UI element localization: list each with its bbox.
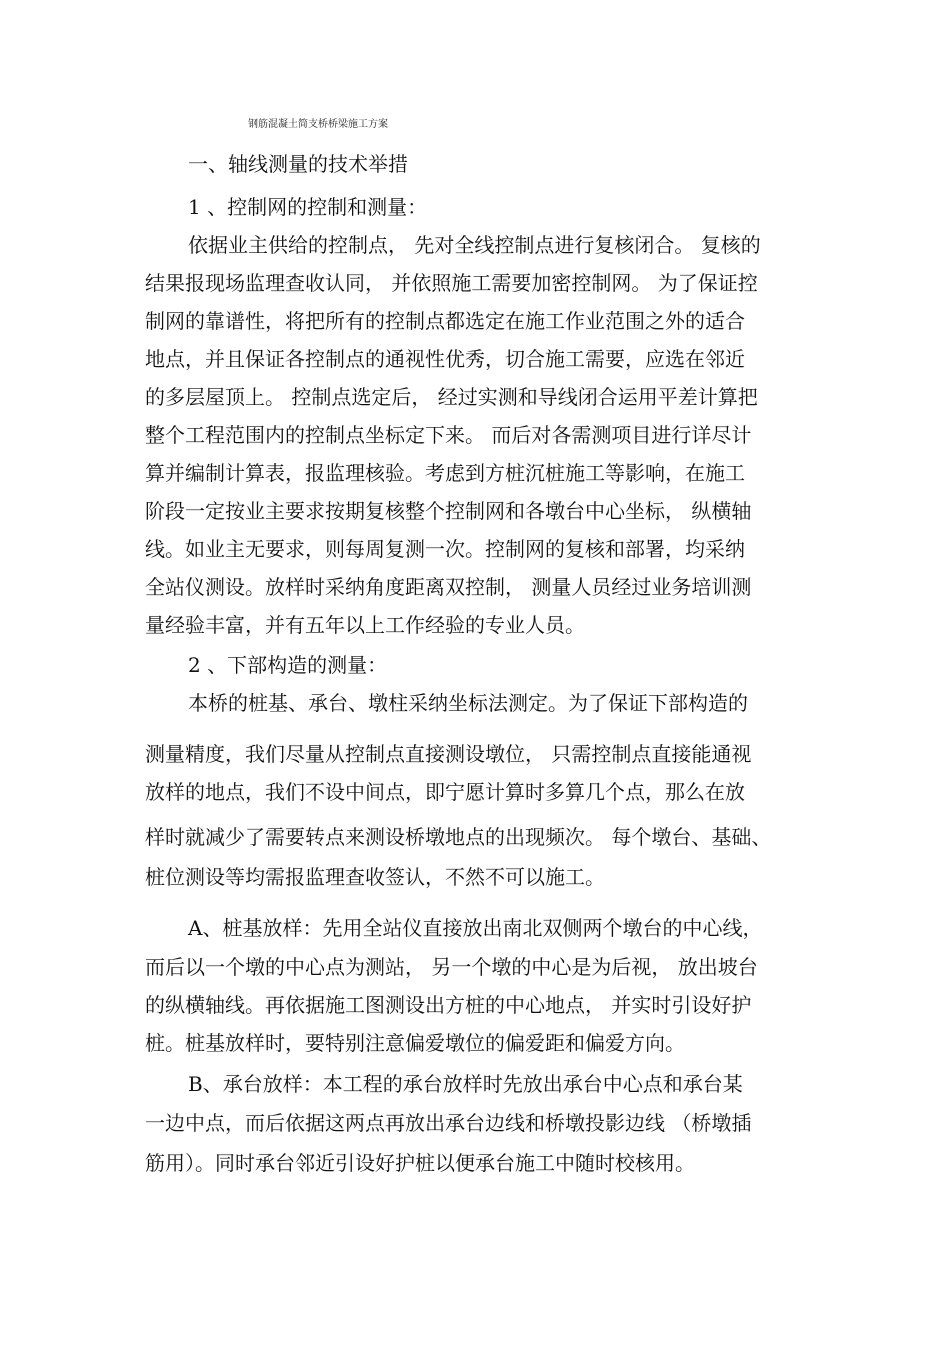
paragraph-line: 测量精度，我们尽量从控制点直接测设墩位， 只需控制点直接能通视 [145, 742, 752, 766]
paragraph-line: 本桥的桩基、承台、墩柱采纳坐标法测定。为了保证下部构造的 [188, 691, 748, 715]
paragraph-line: 筋用）。同时承台邻近引设好护桩以便承台施工中随时校核用。 [145, 1151, 695, 1175]
paragraph-line: 放样的地点，我们不设中间点，即宁愿计算时多算几个点，那么在放 [145, 780, 745, 804]
paragraph-line: 依据业主供给的控制点， 先对全线控制点进行复核闭合。 复核的 [188, 233, 761, 257]
paragraph-line: 阶段一定按业主要求按期复核整个控制网和各墩台中心坐标， 纵横轴 [145, 499, 752, 523]
paragraph-line: 样时就减少了需要转点来测设桥墩地点的出现频次。 每个墩台、基础、 [145, 825, 772, 849]
paragraph-line: 而后以一个墩的中心点为测站， 另一个墩的中心是为后视， 放出坡台 [145, 955, 758, 979]
subsection-title-2: 2 、下部构造的测量： [188, 653, 388, 677]
paragraph-line: 整个工程范围内的控制点坐标定下来。 而后对各需测项目进行详尽计 [145, 423, 752, 447]
paragraph-line: 线。如业主无要求，则每周复测一次。控制网的复核和部署，均采纳 [145, 537, 745, 561]
paragraph-line: 量经验丰富，并有五年以上工作经验的专业人员。 [145, 613, 585, 637]
paragraph-line: A、桩基放样：先用全站仪直接放出南北双侧两个墩台的中心线， [188, 916, 763, 940]
paragraph-line: 的多层屋顶上。 控制点选定后， 经过实测和导线闭合运用平差计算把 [145, 385, 758, 409]
paragraph-line: 结果报现场监理查收认同， 并依照施工需要加密控制网。 为了保证控 [145, 271, 758, 295]
subsection-title-1: 1 、控制网的控制和测量： [188, 195, 428, 219]
paragraph-line: 全站仪测设。放样时采纳角度距离双控制， 测量人员经过业务培训测 [145, 575, 752, 599]
paragraph-line: 制网的靠谱性，将把所有的控制点都选定在施工作业范围之外的适合 [145, 309, 745, 333]
paragraph-line: 桩位测设等均需报监理查收签认，不然不可以施工。 [145, 865, 605, 889]
paragraph-line: 桩。桩基放样时，要特别注意偏爱墩位的偏爱距和偏爱方向。 [145, 1031, 685, 1055]
paragraph-line: 地点，并且保证各控制点的通视性优秀，切合施工需要，应选在邻近 [145, 347, 745, 371]
paragraph-line: B、承台放样：本工程的承台放样时先放出承台中心点和承台某 [188, 1072, 743, 1096]
paragraph-line: 的纵横轴线。再依据施工图测设出方桩的中心地点， 并实时引设好护 [145, 993, 752, 1017]
section-title: 一、轴线测量的技术举措 [188, 152, 408, 176]
page-header: 钢筋混凝土简支桥桥梁施工方案 [248, 119, 388, 130]
paragraph-line: 算并编制计算表，报监理核验。考虑到方桩沉桩施工等影响，在施工 [145, 461, 745, 485]
paragraph-line: 一边中点，而后依据这两点再放出承台边线和桥墩投影边线 （桥墩插 [145, 1111, 752, 1135]
